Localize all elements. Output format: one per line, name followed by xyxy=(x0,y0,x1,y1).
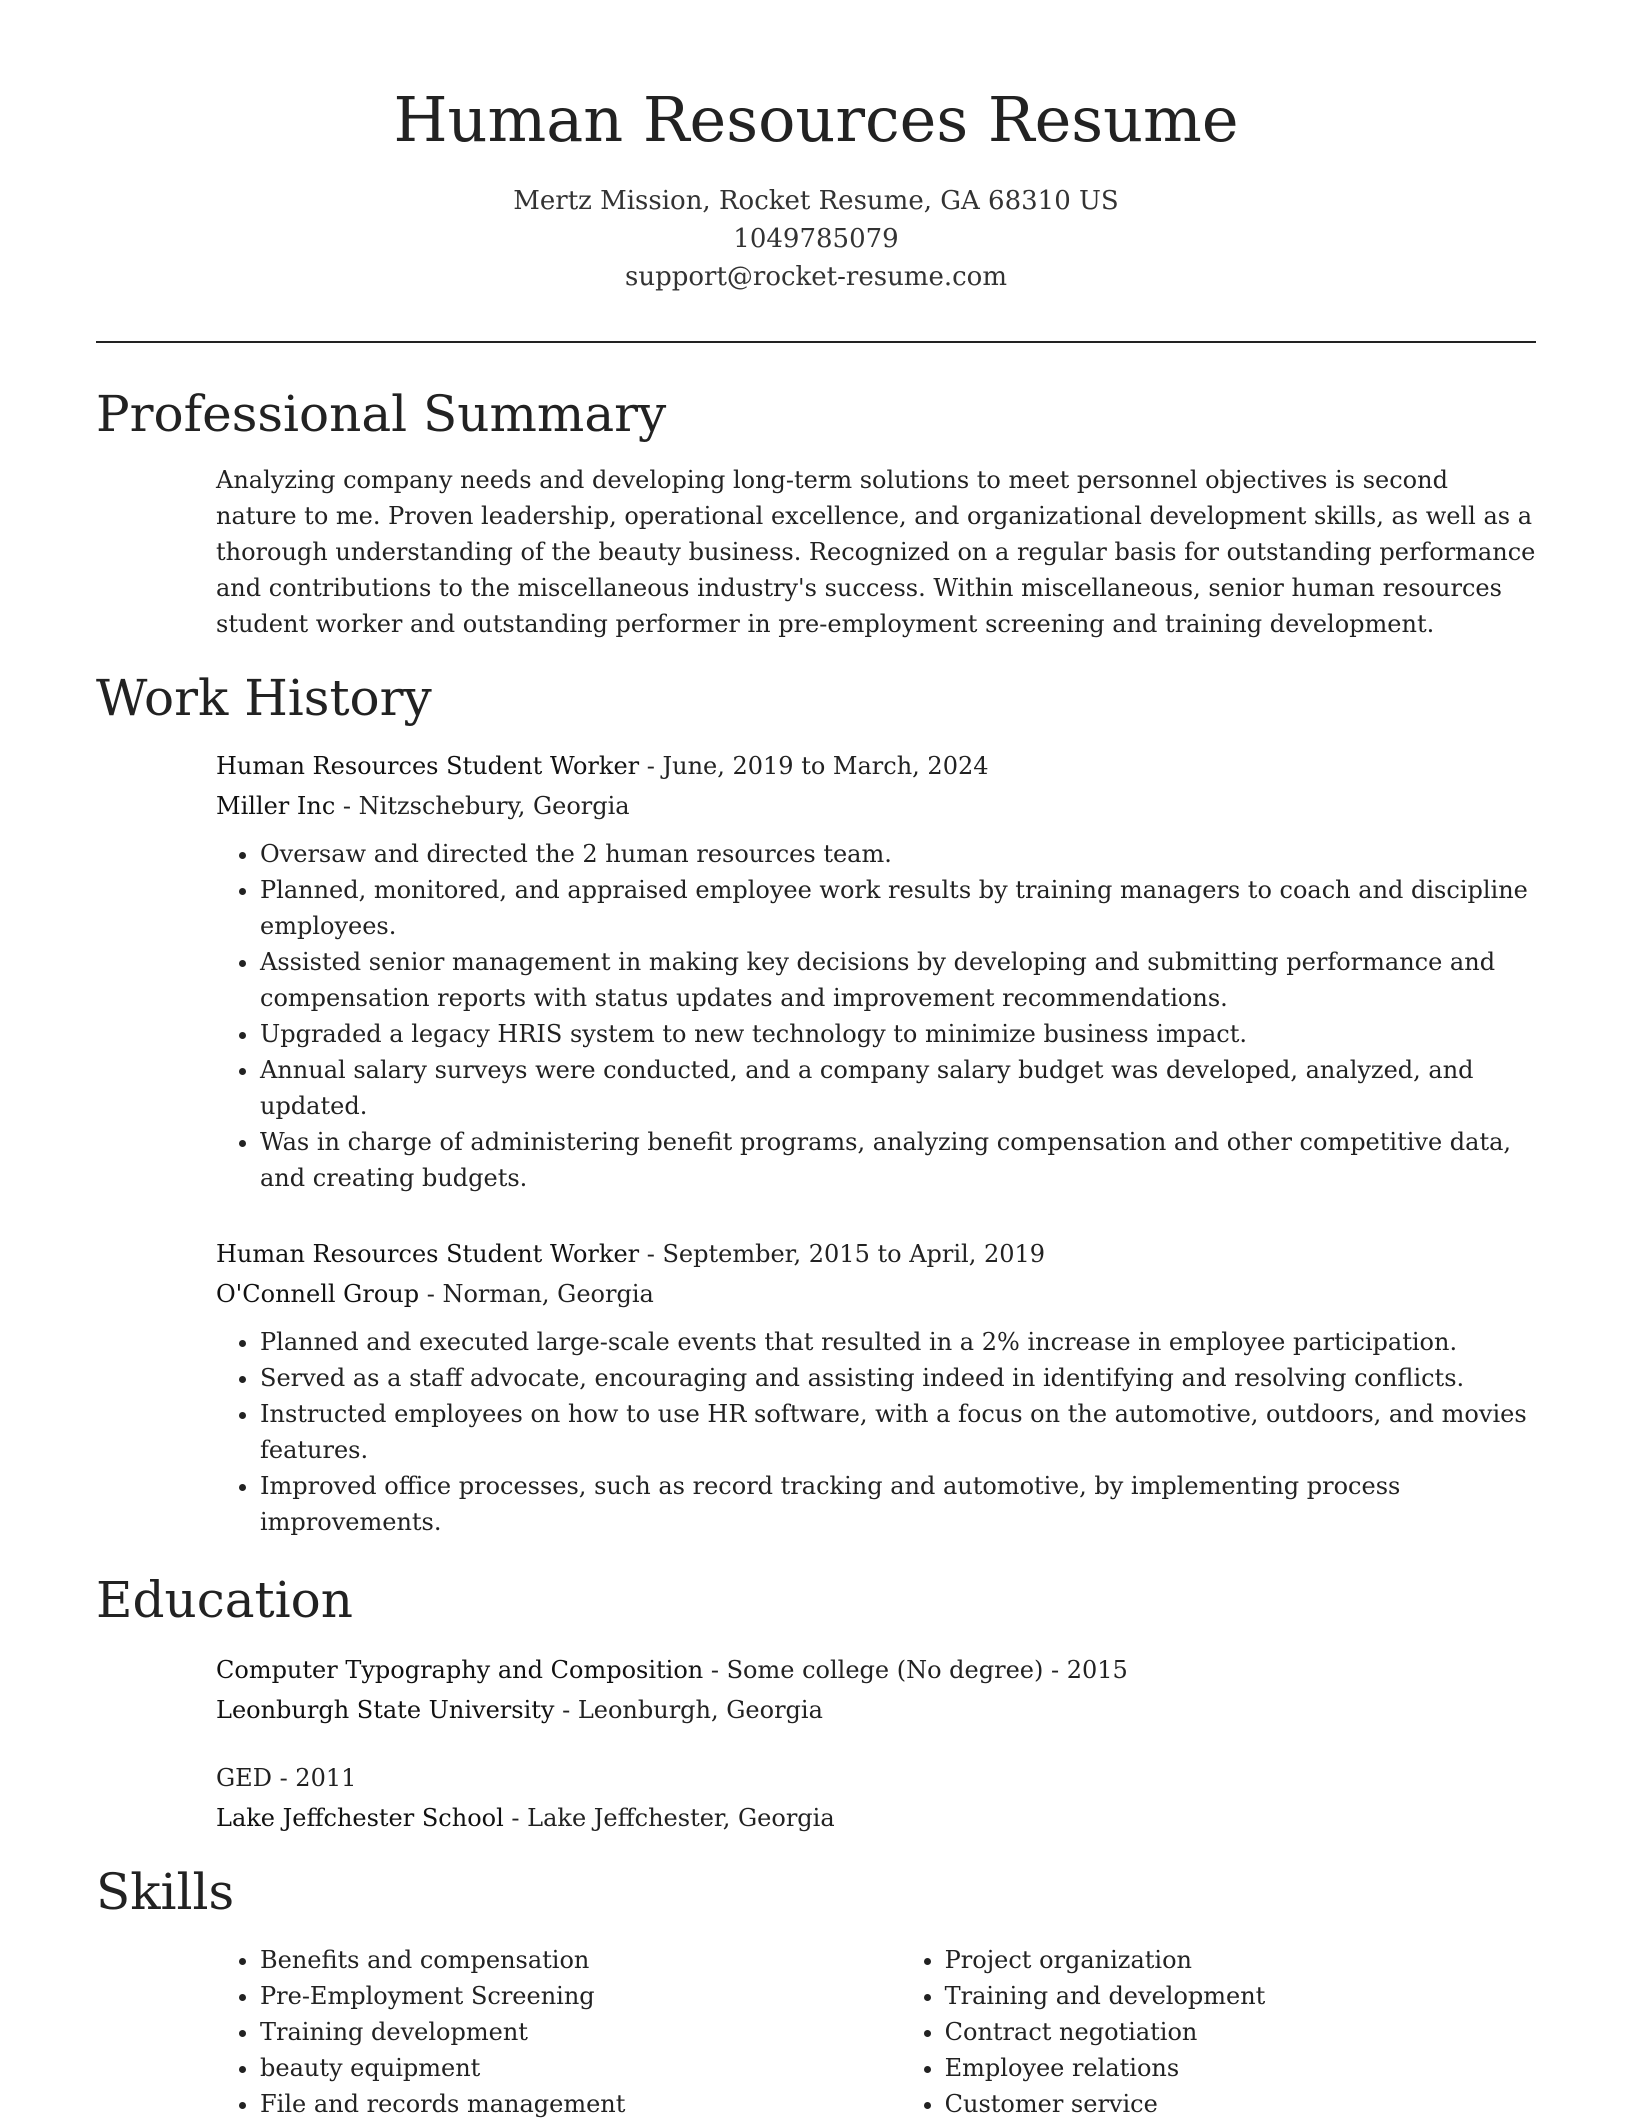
education-school-line xyxy=(216,1690,1536,1730)
skills-column-left xyxy=(216,1942,901,2122)
job-company-line xyxy=(216,786,1536,826)
contact-address: Mertz Mission, Rocket Resume, GA 68310 US xyxy=(513,186,1119,216)
list-item: • Customer service xyxy=(945,2086,1536,2122)
list-item: • Annual salary surveys were conducted, and a company salary budget was developed, analyzed, and updated. xyxy=(260,1052,1536,1124)
job-duties xyxy=(216,836,1536,1196)
list-item: • Contract negotiation xyxy=(945,2014,1536,2050)
skills-column-right xyxy=(901,1942,1536,2122)
header-divider xyxy=(96,341,1536,343)
education-degree: GED - 2011 xyxy=(216,1764,357,1792)
education-degree-line xyxy=(216,1758,1536,1798)
job-company: O'Connell Group xyxy=(216,1280,420,1308)
resume-header xyxy=(0,80,1632,296)
list-item: • Instructed employees on how to use HR software, with a focus on the automotive, outdoors, and movies features. xyxy=(260,1396,1536,1468)
education-school: Leonburgh State University xyxy=(216,1696,555,1724)
contact-phone: 1049785079 xyxy=(733,224,899,254)
summary-heading: Professional Summary xyxy=(96,385,667,443)
list-item: • Served as a staff advocate, encouraging and assisting indeed in identifying and resolving conflicts. xyxy=(260,1360,1536,1396)
skills-list xyxy=(216,1942,1536,2122)
education-detail: - Some college (No degree) - 2015 xyxy=(703,1656,1128,1684)
job-title: Human Resources Student Worker xyxy=(216,1240,640,1268)
summary-text: Analyzing company needs and developing long-term solutions to meet personnel objectives is second nature to me. Proven leadership, operational excellence, and organizational development skills, as well as a thorough understanding of the beauty business. Recognized on a regular basis for outstanding performance and contributions to the miscellaneous industry's success. Within miscellaneous, senior human resources student worker and outstanding performer in pre-employment screening and training development. xyxy=(216,466,1536,638)
education-entry xyxy=(216,1758,1536,1838)
list-item: • File and records management xyxy=(260,2086,901,2122)
list-item: • Planned, monitored, and appraised employee work results by training managers to coach and discipline employees. xyxy=(260,872,1536,944)
education-heading: Education xyxy=(96,1571,353,1629)
contact-info xyxy=(0,182,1632,296)
education-degree-line xyxy=(216,1650,1536,1690)
education-degree: Computer Typography and Composition xyxy=(216,1656,704,1684)
page-title: Human Resources Resume xyxy=(393,83,1239,156)
list-item: • Improved office processes, such as record tracking and automotive, by implementing process improvements. xyxy=(260,1468,1536,1540)
education-school: Lake Jeffchester School xyxy=(216,1804,504,1832)
list-item: • Benefits and compensation xyxy=(260,1942,901,1978)
list-item: • Project organization xyxy=(945,1942,1536,1978)
education-entry xyxy=(216,1650,1536,1730)
job-title-line xyxy=(216,746,1536,786)
education-location: - Leonburgh, Georgia xyxy=(554,1696,823,1724)
list-item: • Employee relations xyxy=(945,2050,1536,2086)
job-entry xyxy=(216,746,1536,1196)
job-dates: - September, 2015 to April, 2019 xyxy=(639,1240,1046,1268)
job-company-line xyxy=(216,1274,1536,1314)
skills-heading: Skills xyxy=(96,1863,235,1921)
list-item: • Planned and executed large-scale events that resulted in a 2% increase in employee participation. xyxy=(260,1324,1536,1360)
job-duties xyxy=(216,1324,1536,1540)
list-item: • Upgraded a legacy HRIS system to new technology to minimize business impact. xyxy=(260,1016,1536,1052)
list-item: • Oversaw and directed the 2 human resources team. xyxy=(260,836,1536,872)
contact-email: support@rocket-resume.com xyxy=(624,262,1007,292)
job-dates: - June, 2019 to March, 2024 xyxy=(639,752,989,780)
list-item: • beauty equipment xyxy=(260,2050,901,2086)
education-location: - Lake Jeffchester, Georgia xyxy=(503,1804,835,1832)
job-location: - Nitzschebury, Georgia xyxy=(335,792,630,820)
list-item: • Assisted senior management in making key decisions by developing and submitting performance and compensation reports with status updates and improvement recommendations. xyxy=(260,944,1536,1016)
list-item: • Training and development xyxy=(945,1978,1536,2014)
job-title-line xyxy=(216,1234,1536,1274)
list-item: • Training development xyxy=(260,2014,901,2050)
job-company: Miller Inc xyxy=(216,792,336,820)
education-school-line xyxy=(216,1798,1536,1838)
work-history-heading: Work History xyxy=(96,669,432,727)
list-item: • Pre-Employment Screening xyxy=(260,1978,901,2014)
job-title: Human Resources Student Worker xyxy=(216,752,640,780)
job-entry xyxy=(216,1234,1536,1540)
list-item: • Was in charge of administering benefit programs, analyzing compensation and other competitive data, and creating budgets. xyxy=(260,1124,1536,1196)
job-location: - Norman, Georgia xyxy=(419,1280,654,1308)
